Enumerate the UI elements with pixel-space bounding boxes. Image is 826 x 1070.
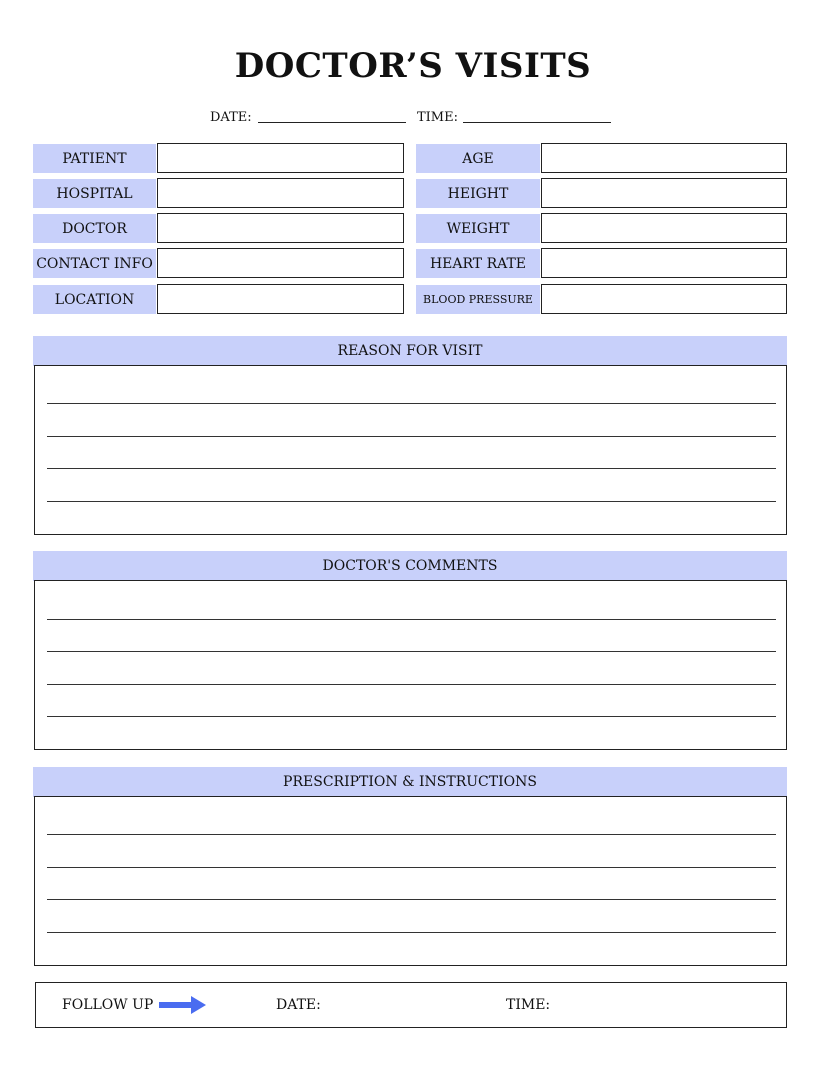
- doctor-field[interactable]: [157, 213, 404, 243]
- follow-up-label: FOLLOW UP: [62, 997, 154, 1013]
- heart-rate-field[interactable]: [541, 248, 787, 278]
- doctors-comments-header: DOCTOR'S COMMENTS: [33, 551, 787, 581]
- writing-line: [47, 468, 776, 469]
- follow-up-time-label[interactable]: TIME:: [506, 997, 551, 1013]
- location-field[interactable]: [157, 284, 404, 314]
- date-line[interactable]: [258, 122, 406, 123]
- height-field[interactable]: [541, 178, 787, 208]
- prescription-box[interactable]: [34, 796, 787, 966]
- hospital-field[interactable]: [157, 178, 404, 208]
- writing-line: [47, 501, 776, 502]
- writing-line: [47, 867, 776, 868]
- heart-rate-label: HEART RATE: [416, 249, 540, 278]
- writing-line: [47, 436, 776, 437]
- time-label: TIME:: [417, 110, 458, 125]
- writing-line: [47, 834, 776, 835]
- hospital-label: HOSPITAL: [33, 179, 156, 208]
- writing-line: [47, 932, 776, 933]
- contact-info-label: CONTACT INFO: [33, 249, 156, 278]
- date-label: DATE:: [210, 110, 252, 125]
- arrow-right-icon: [159, 996, 207, 1014]
- height-label: HEIGHT: [416, 179, 540, 208]
- doctors-comments-box[interactable]: [34, 580, 787, 750]
- writing-line: [47, 716, 776, 717]
- writing-line: [47, 619, 776, 620]
- reason-for-visit-header: REASON FOR VISIT: [33, 336, 787, 366]
- prescription-header: PRESCRIPTION & INSTRUCTIONS: [33, 767, 787, 797]
- time-line[interactable]: [463, 122, 611, 123]
- reason-for-visit-box[interactable]: [34, 365, 787, 535]
- writing-line: [47, 684, 776, 685]
- blood-pressure-label: BLOOD PRESSURE: [416, 285, 540, 314]
- page-title: DOCTOR’S VISITS: [234, 46, 592, 86]
- age-label: AGE: [416, 144, 540, 173]
- follow-up-box: [35, 982, 787, 1028]
- patient-label: PATIENT: [33, 144, 156, 173]
- weight-label: WEIGHT: [416, 214, 540, 243]
- writing-line: [47, 403, 776, 404]
- follow-up-date-label[interactable]: DATE:: [276, 997, 321, 1013]
- contact-info-field[interactable]: [157, 248, 404, 278]
- writing-line: [47, 899, 776, 900]
- patient-field[interactable]: [157, 143, 404, 173]
- weight-field[interactable]: [541, 213, 787, 243]
- blood-pressure-field[interactable]: [541, 284, 787, 314]
- location-label: LOCATION: [33, 285, 156, 314]
- doctor-label: DOCTOR: [33, 214, 156, 243]
- age-field[interactable]: [541, 143, 787, 173]
- writing-line: [47, 651, 776, 652]
